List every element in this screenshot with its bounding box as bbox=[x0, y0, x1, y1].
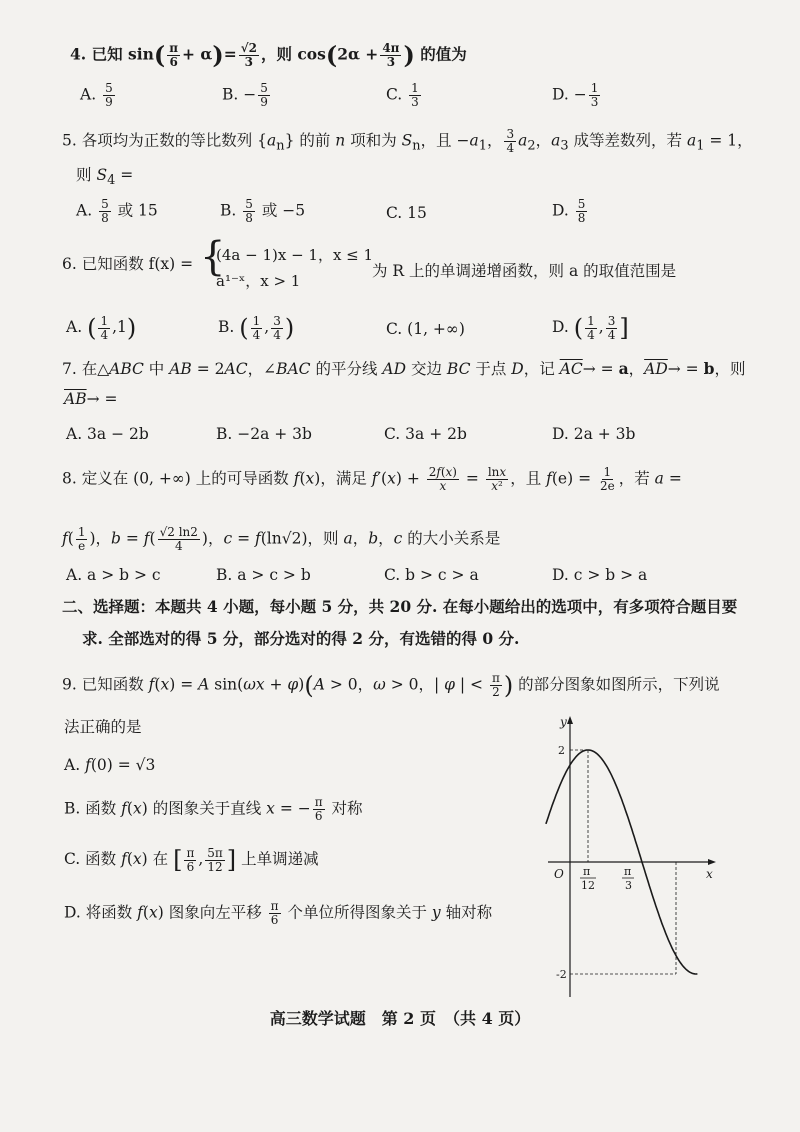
page-footer: 高三数学试题 第 2 页 （共 4 页） bbox=[269, 1009, 531, 1028]
q6-option-b: B. ( $\frac{1}{4}$ , $\frac{3}{4}$ ) bbox=[218, 313, 295, 342]
y-axis-label: y bbox=[560, 715, 567, 729]
q5-option-c: C. 15 bbox=[386, 204, 427, 222]
q5-stem: 5. 各项均为正数的等比数列 $\{a_n\}$ 的前 n 项和为 $S_n$，且 $-a_1$， $\frac{3}{4}$ $a_2$，$a_3$ 成等差数列，若 $a_1 = 1$， bbox=[62, 127, 753, 155]
q6-option-c: C. (1, +∞) bbox=[386, 320, 465, 338]
svg-text:π: π bbox=[583, 865, 591, 878]
q8-stem: 8. 定义在 (0, +∞) 上的可导函数 f(x)，满足 f′(x) + $\frac{2f(x)}{x}$ = $\frac{\ln x}{\text{x²}}$ ，且 f(e) = $\frac{1}{2e}$ ，若 a = bbox=[62, 465, 682, 493]
svg-text:12: 12 bbox=[581, 879, 595, 892]
ymin-label: -2 bbox=[556, 968, 567, 981]
q4-option-c: C. $\frac{1}{3}$ bbox=[386, 81, 419, 109]
function-graph bbox=[540, 712, 730, 1002]
q8-option-b: B. a > c > b bbox=[216, 566, 311, 584]
q9-option-d: D. 将函数 f(x) 图象向左平移 $\frac{\pi}{6}$ 个单位所得图象关于 y 轴对称 bbox=[64, 899, 493, 927]
q7-option-c: C. 3a + 2b bbox=[384, 425, 467, 443]
q6-case2: a¹⁻ˣ，x > 1 bbox=[216, 272, 301, 290]
q7-option-d: D. 2a + 3b bbox=[552, 425, 636, 443]
q9-option-a: A. f(0) = √3 bbox=[64, 756, 156, 774]
q5-option-a: A. $\frac{5}{8}$ 或 15 bbox=[76, 197, 158, 225]
q6-option-d: D. ( $\frac{1}{4}$ , $\frac{3}{4}$ ] bbox=[552, 313, 629, 342]
q6-option-a: A. ( $\frac{1}{4}$ ,1) bbox=[66, 313, 137, 342]
q4-stem: 4. 已知 sin( $\frac{\pi}{6}$ + α)= $\frac{√2}{3}$ ，则 cos(2α + $\frac{4\pi}{3}$ ) 的值为 bbox=[70, 40, 467, 70]
q9-stem-line2: 法正确的是 bbox=[64, 718, 142, 736]
q9-option-b: B. 函数 f(x) 的图象关于直线 x = − $\frac{\pi}{6}$ 对称 bbox=[64, 795, 363, 823]
x-axis-arrow bbox=[708, 859, 716, 865]
q7-option-a: A. 3a − 2b bbox=[66, 425, 149, 443]
q9-option-c: C. 函数 f(x) 在 [ $\frac{\pi}{6}$ , $\frac{5\pi}{12}$ ] 上单调递减 bbox=[64, 845, 319, 874]
y-axis-arrow bbox=[567, 716, 573, 724]
q7-stem: 7. 在△ABC 中 AB = 2AC，∠BAC 的平分线 AD 交边 BC 于点 D，记 $\overline{AC}\to = a$，$\overline{AD}\to = b$，则 bbox=[62, 359, 746, 378]
x-tick-pi-over-12 bbox=[580, 865, 596, 892]
q8-option-d: D. c > b > a bbox=[552, 566, 648, 584]
q4-option-d: D. − $\frac{1}{3}$ bbox=[552, 81, 599, 109]
q7-stem-line2: $\overline{AB}\to$ = bbox=[64, 390, 118, 408]
q8-stem-line2: f( $\frac{1}{e}$ )，b = f( $\frac{√2 \ln 2}{4}$ )，c = f(ln√2)，则 a，b，c 的大小关系是 bbox=[62, 525, 501, 553]
svg-text:3: 3 bbox=[625, 879, 632, 892]
origin-label: O bbox=[554, 867, 564, 881]
q4-option-a: A. $\frac{5}{9}$ bbox=[80, 81, 113, 109]
svg-text:π: π bbox=[624, 865, 632, 878]
q8-option-a: A. a > b > c bbox=[66, 566, 161, 584]
q5-option-d: D. $\frac{5}{8}$ bbox=[552, 197, 586, 225]
section2-line2: 求. 全部选对的得 5 分，部分选对的得 2 分，有选错的得 0 分. bbox=[82, 629, 520, 648]
q4-option-b: B. − $\frac{5}{9}$ bbox=[222, 81, 268, 109]
q7-option-b: B. −2a + 3b bbox=[216, 425, 312, 443]
x-axis-label: x bbox=[706, 867, 713, 881]
q5-stem-line2: 则 $S_4$ = bbox=[76, 166, 134, 189]
x-tick-pi-over-3 bbox=[622, 865, 634, 892]
q6-stem-post: 为 R 上的单调递增函数，则 a 的取值范围是 bbox=[372, 262, 677, 280]
q6-case1: (4a − 1)x − 1，x ≤ 1 bbox=[216, 246, 374, 264]
q8-option-c: C. b > c > a bbox=[384, 566, 479, 584]
section2-line1: 二、选择题：本题共 4 小题，每小题 5 分，共 20 分. 在每小题给出的选项中，有多项符合题目要 bbox=[62, 597, 738, 616]
q9-stem: 9. 已知函数 f(x) = A sin(ωx + φ)(A > 0，ω > 0，| φ | < $\frac{\pi}{2}$ ) 的部分图象如图所示，下列说 bbox=[62, 671, 720, 700]
q5-option-b: B. $\frac{5}{8}$ 或 −5 bbox=[220, 197, 306, 225]
ymax-label: 2 bbox=[558, 744, 565, 757]
q6-stem-pre: 6. 已知函数 f(x) = bbox=[62, 255, 194, 273]
q6-stem bbox=[62, 255, 193, 273]
